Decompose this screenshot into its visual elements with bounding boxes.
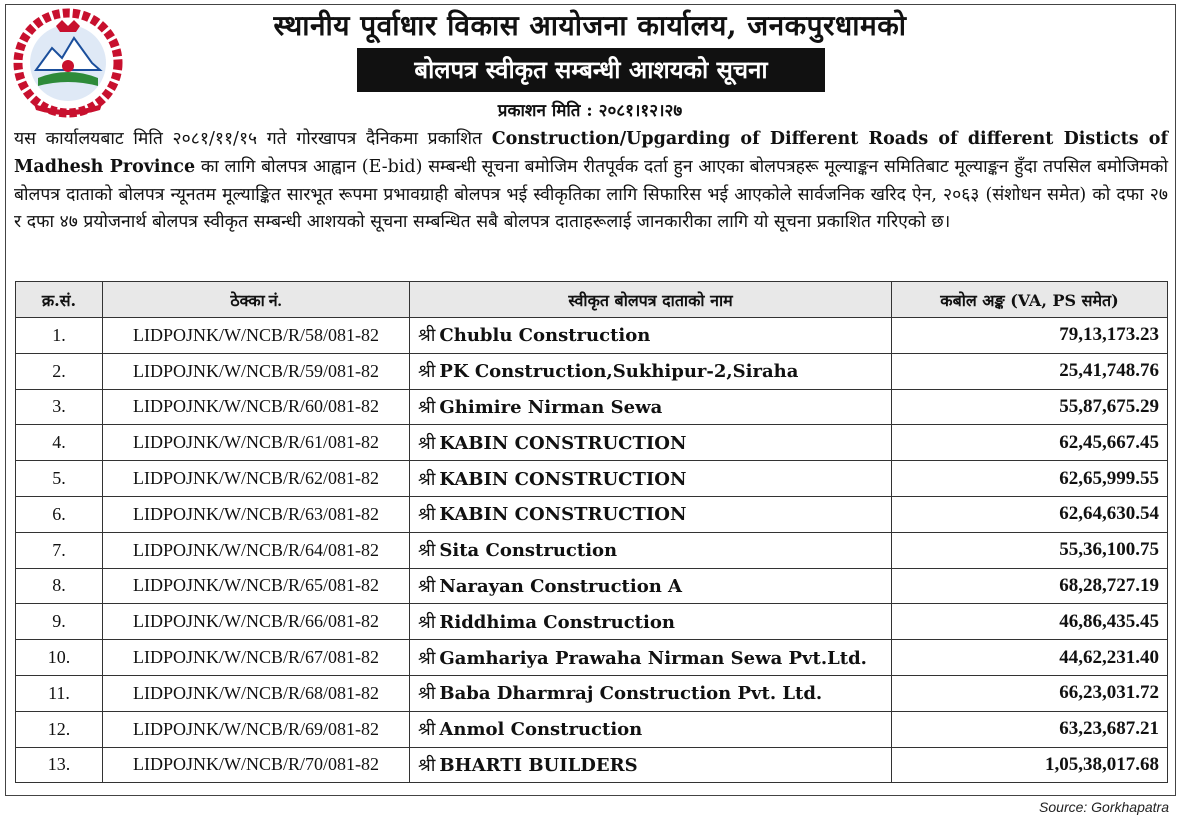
row-bidder-text: Gamhariya Prawaha Nirman Sewa Pvt.Ltd. <box>439 647 867 669</box>
row-bidder-name <box>410 711 892 747</box>
table-row <box>16 532 1168 568</box>
row-bidder-name <box>410 568 892 604</box>
row-bid-amount: 25,41,748.76 <box>892 353 1168 389</box>
row-sn: 4. <box>16 425 103 461</box>
row-contract-no: LIDPOJNK/W/NCB/R/68/081-82 <box>103 675 410 711</box>
row-sn: 12. <box>16 711 103 747</box>
row-bidder-text: Anmol Construction <box>439 719 643 741</box>
table-row <box>16 318 1168 354</box>
row-prefix: श्री <box>418 719 436 741</box>
body-intro: यस कार्यालयबाट मिति २०८१/११/१५ गते गोरखापत्र दैनिकमा प्रकाशित <box>14 129 492 149</box>
row-bidder-text: Ghimire Nirman Sewa <box>439 396 663 418</box>
row-bid-amount: 55,36,100.75 <box>892 532 1168 568</box>
row-prefix: श्री <box>418 683 436 705</box>
row-contract-no: LIDPOJNK/W/NCB/R/58/081-82 <box>103 318 410 354</box>
row-bid-amount: 44,62,231.40 <box>892 640 1168 676</box>
row-prefix: श्री <box>418 575 436 597</box>
row-sn: 5. <box>16 461 103 497</box>
row-bid-amount: 55,87,675.29 <box>892 389 1168 425</box>
body-details: का लागि बोलपत्र आह्वान (E-bid) सम्बन्धी सूचना बमोजिम रीतपूर्वक दर्ता हुन आएका बोलपत्रहरू मूल्याङ्कन समितिबाट मूल्याङ्कन हुँदा तपसिल बमोजिमको बोलपत्र दाताको बोलपत्र न्यूनतम मूल्याङ्कित सारभूत रूपमा प्रभावग्राही बोलपत्र भई स्वीकृतिका लागि सिफारिस भई आएकोले सार्वजनिक खरिद ऐन, २०६३ (संशोधन समेत) को दफा २७ र दफा ४७ प्रयोजनार्थ बोलपत्र स्वीकृत सम्बन्धी आशयको सूचना सम्बन्धित सबै बोलपत्र दाताहरूलाई जानकारीका लागि यो सूचना प्रकाशित गरिएको छ। <box>14 156 1168 233</box>
table-row <box>16 640 1168 676</box>
row-bidder-name <box>410 640 892 676</box>
row-bid-amount: 68,28,727.19 <box>892 568 1168 604</box>
row-bidder-text: BHARTI BUILDERS <box>439 754 638 776</box>
row-prefix: श्री <box>418 647 436 669</box>
row-sn: 3. <box>16 389 103 425</box>
row-contract-no: LIDPOJNK/W/NCB/R/66/081-82 <box>103 604 410 640</box>
row-bidder-name <box>410 389 892 425</box>
row-sn: 11. <box>16 675 103 711</box>
row-bidder-name <box>410 318 892 354</box>
row-prefix: श्री <box>418 396 436 418</box>
row-contract-no: LIDPOJNK/W/NCB/R/65/081-82 <box>103 568 410 604</box>
row-contract-no: LIDPOJNK/W/NCB/R/70/081-82 <box>103 747 410 783</box>
office-title: स्थानीय पूर्वाधार विकास आयोजना कार्यालय, जनकपुरधामको <box>273 9 907 42</box>
header-bidder-name: स्वीकृत बोलपत्र दाताको नाम <box>410 282 892 318</box>
row-contract-no: LIDPOJNK/W/NCB/R/60/081-82 <box>103 389 410 425</box>
table-row <box>16 353 1168 389</box>
row-contract-no: LIDPOJNK/W/NCB/R/59/081-82 <box>103 353 410 389</box>
row-sn: 6. <box>16 496 103 532</box>
table-row <box>16 568 1168 604</box>
row-bidder-name <box>410 353 892 389</box>
row-sn: 13. <box>16 747 103 783</box>
row-bidder-text: PK Construction,Sukhipur-2,Siraha <box>439 361 799 383</box>
header-contract-no: ठेक्का नं. <box>103 282 410 318</box>
row-prefix: श्री <box>418 468 436 490</box>
row-bid-amount: 62,64,630.54 <box>892 496 1168 532</box>
row-bidder-name <box>410 747 892 783</box>
row-bidder-name <box>410 461 892 497</box>
row-prefix: श्री <box>418 504 436 526</box>
header-sn: क्र.सं. <box>16 282 103 318</box>
row-prefix: श्री <box>418 432 436 454</box>
table-row <box>16 389 1168 425</box>
row-contract-no: LIDPOJNK/W/NCB/R/63/081-82 <box>103 496 410 532</box>
row-sn: 10. <box>16 640 103 676</box>
row-bidder-text: KABIN CONSTRUCTION <box>439 504 687 526</box>
row-contract-no: LIDPOJNK/W/NCB/R/61/081-82 <box>103 425 410 461</box>
source-credit: Source: Gorkhapatra <box>1039 799 1169 815</box>
row-prefix: श्री <box>418 325 436 347</box>
table-row <box>16 425 1168 461</box>
project-name: Construction/Upgarding of Different Roads of different Disticts of Madhesh Province <box>14 129 1168 177</box>
row-contract-no: LIDPOJNK/W/NCB/R/64/081-82 <box>103 532 410 568</box>
row-bidder-name <box>410 532 892 568</box>
row-contract-no: LIDPOJNK/W/NCB/R/62/081-82 <box>103 461 410 497</box>
table-row <box>16 496 1168 532</box>
row-bid-amount: 62,45,667.45 <box>892 425 1168 461</box>
nepal-emblem-icon <box>12 8 124 118</box>
row-bidder-text: Narayan Construction A <box>439 575 683 597</box>
notice-body <box>14 126 1168 237</box>
table-row <box>16 461 1168 497</box>
row-sn: 1. <box>16 318 103 354</box>
row-bid-amount: 63,23,687.21 <box>892 711 1168 747</box>
row-bidder-text: Baba Dharmraj Construction Pvt. Ltd. <box>439 683 823 705</box>
row-bidder-text: KABIN CONSTRUCTION <box>439 432 687 454</box>
row-contract-no: LIDPOJNK/W/NCB/R/69/081-82 <box>103 711 410 747</box>
row-bidder-text: Chublu Construction <box>439 325 651 347</box>
row-bidder-name <box>410 604 892 640</box>
table-row <box>16 711 1168 747</box>
row-sn: 9. <box>16 604 103 640</box>
row-sn: 7. <box>16 532 103 568</box>
row-prefix: श्री <box>418 611 436 633</box>
row-bidder-text: Sita Construction <box>439 540 618 562</box>
table-row <box>16 747 1168 783</box>
header-bid-amount: कबोल अङ्क (VA, PS समेत) <box>892 282 1168 318</box>
row-bidder-name <box>410 675 892 711</box>
row-sn: 8. <box>16 568 103 604</box>
notice-title: बोलपत्र स्वीकृत सम्बन्धी आशयको सूचना <box>357 48 825 92</box>
row-bid-amount: 66,23,031.72 <box>892 675 1168 711</box>
accepted-bids-table <box>15 281 1168 783</box>
row-bidder-text: KABIN CONSTRUCTION <box>439 468 687 490</box>
row-bid-amount: 1,05,38,017.68 <box>892 747 1168 783</box>
row-contract-no: LIDPOJNK/W/NCB/R/67/081-82 <box>103 640 410 676</box>
row-bid-amount: 46,86,435.45 <box>892 604 1168 640</box>
table-header-row <box>16 282 1168 318</box>
row-bidder-name <box>410 425 892 461</box>
publication-date: प्रकाशन मिति : २०८१।१२।२७ <box>497 101 683 121</box>
row-bidder-name <box>410 496 892 532</box>
row-sn: 2. <box>16 353 103 389</box>
row-prefix: श्री <box>418 540 436 562</box>
row-prefix: श्री <box>418 361 436 383</box>
row-bidder-text: Riddhima Construction <box>439 611 675 633</box>
row-bid-amount: 79,13,173.23 <box>892 318 1168 354</box>
table-row <box>16 604 1168 640</box>
row-prefix: श्री <box>418 754 436 776</box>
row-bid-amount: 62,65,999.55 <box>892 461 1168 497</box>
table-row <box>16 675 1168 711</box>
